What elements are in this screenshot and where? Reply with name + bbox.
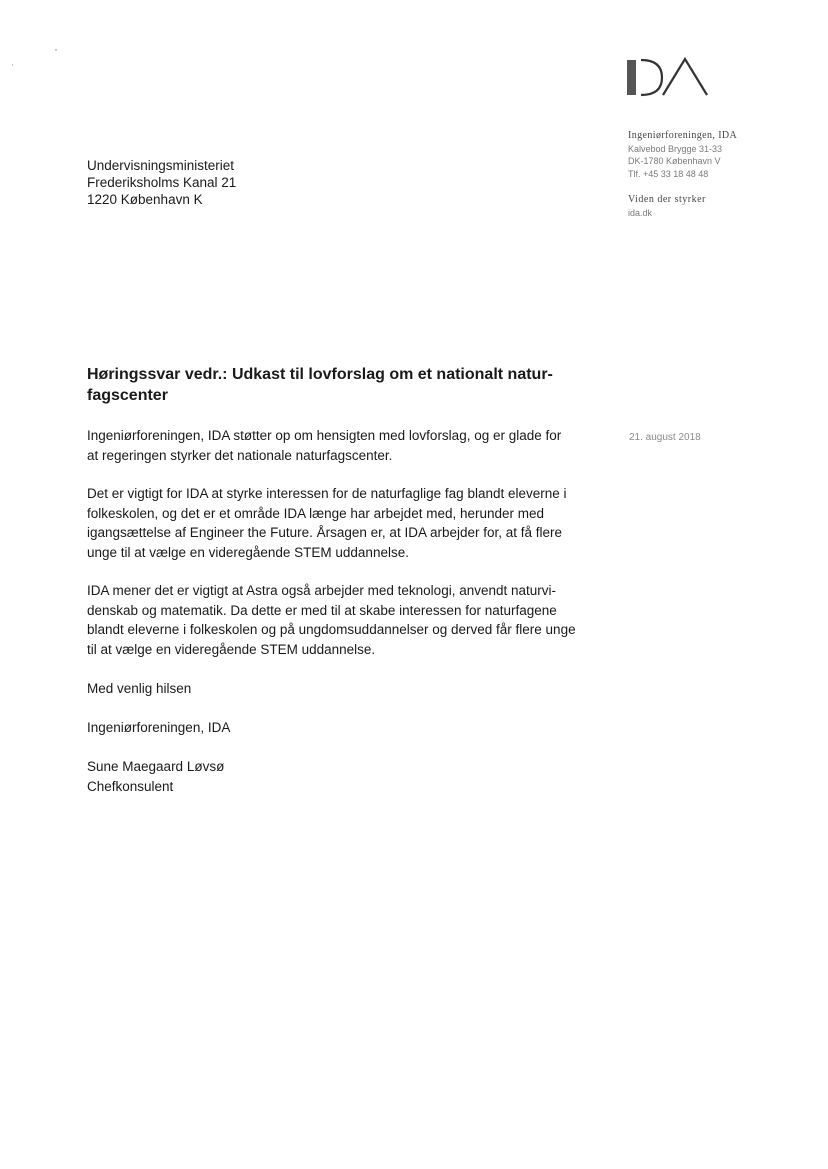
organization-text: Ingeniørforeningen, IDA xyxy=(87,720,231,735)
sender-phone: Tlf. +45 33 18 48 48 xyxy=(628,168,709,179)
signatory-name: Sune Maegaard Løvsø xyxy=(87,759,225,774)
greeting-text: Med venlig hilsen xyxy=(87,681,192,696)
sender-tagline: Viden der styrker xyxy=(628,194,706,205)
paragraph-2 xyxy=(87,484,597,562)
sender-address-line-2: DK-1780 København V xyxy=(628,156,721,166)
logo-letter-i xyxy=(627,60,636,95)
scan-speck xyxy=(12,64,13,66)
sender-org: Ingeniørforeningen, IDA xyxy=(628,130,738,141)
logo-letter-a xyxy=(663,59,707,95)
paragraph-line: igangsættelse af Engineer the Future. Årsagen er, at IDA arbejder for, at få flere xyxy=(87,525,563,540)
paragraph-line: blandt eleverne i folkeskolen og på ungdomsuddannelser og derved får flere unge xyxy=(87,622,576,637)
recipient-line-1: Undervisningsministeriet xyxy=(87,158,235,173)
sender-address-line-1: Kalvebod Brygge 31-33 xyxy=(628,143,723,154)
paragraph-line: at regeringen styrker det nationale naturfagscenter. xyxy=(87,447,393,463)
paragraph-3 xyxy=(87,581,597,659)
signatory xyxy=(87,757,597,796)
paragraph-line: IDA mener det er vigtigt at Astra også arbejder med teknologi, anvendt naturvi- xyxy=(87,583,557,598)
paragraph-line: denskab og matematik. Da dette er med til at skabe interessen for naturfagene xyxy=(87,602,557,618)
title-line-1: Høringssvar vedr.: Udkast til lovforslag om et nationalt natur- xyxy=(87,366,553,383)
sender-web: ida.dk xyxy=(628,207,653,218)
sender-info xyxy=(628,130,818,219)
paragraph-line: Det er vigtigt for IDA at styrke interessen for de naturfaglige fag blandt eleverne i xyxy=(87,486,567,501)
paragraph-line: folkeskolen, og det er et område IDA længe har arbejdet med, herunder med xyxy=(87,505,545,521)
closing-greeting xyxy=(87,679,597,699)
letter-date: 21. august 2018 xyxy=(629,432,701,443)
paragraph-line: unge til at vælge en videregående STEM uddannelse. xyxy=(87,544,409,560)
recipient-address xyxy=(87,157,236,208)
letter-title xyxy=(87,364,587,406)
recipient-line-2: Frederiksholms Kanal 21 xyxy=(87,175,237,190)
closing-organization xyxy=(87,718,597,738)
paragraph-line: Ingeniørforeningen, IDA støtter op om hensigten med lovforslag, og er glade for xyxy=(87,428,562,443)
signatory-role: Chefkonsulent xyxy=(87,778,174,794)
scan-speck xyxy=(55,49,57,51)
recipient-line-3: 1220 København K xyxy=(87,192,203,207)
title-line-2: fagscenter xyxy=(87,387,168,404)
ida-logo xyxy=(627,57,711,97)
paragraph-1 xyxy=(87,426,597,465)
logo-letter-d xyxy=(641,60,662,95)
paragraph-line: til at vælge en videregående STEM uddannelse. xyxy=(87,641,376,657)
